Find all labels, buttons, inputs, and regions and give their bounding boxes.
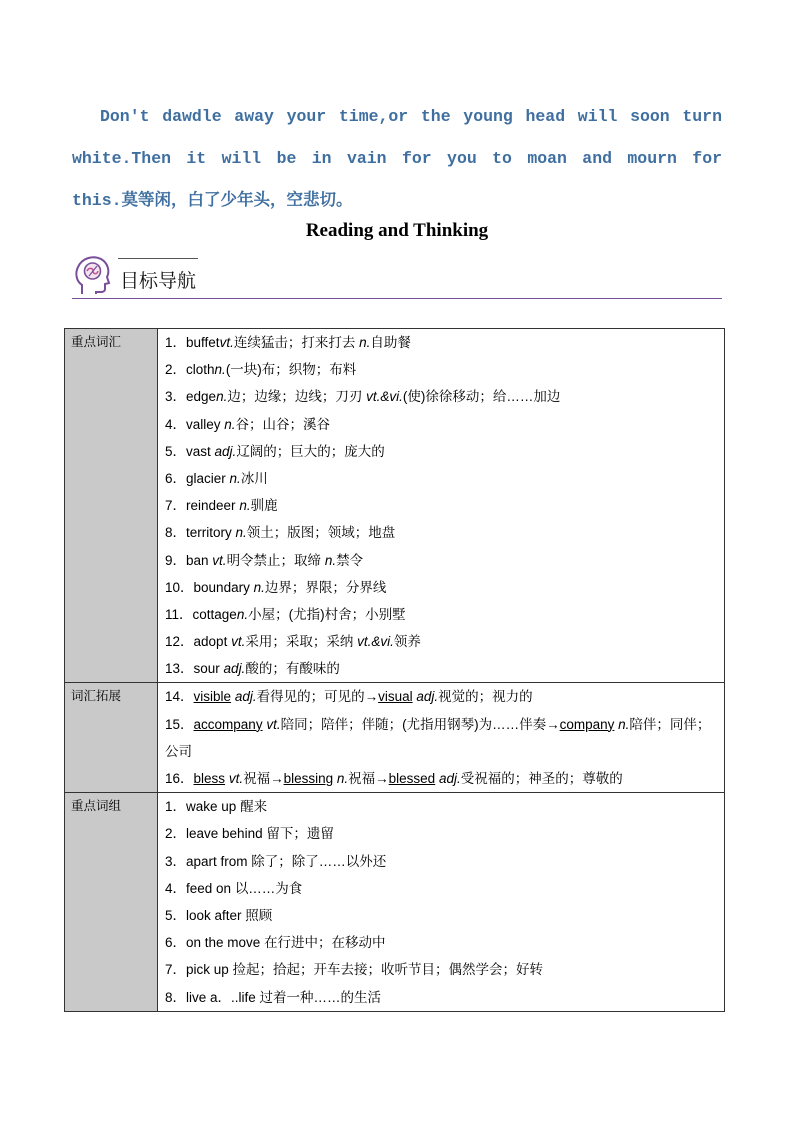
part-of-speech: n. bbox=[324, 552, 337, 568]
item-text: 视觉的；视力的 bbox=[438, 689, 533, 705]
item-text: blessed bbox=[388, 771, 436, 787]
section-banner bbox=[72, 252, 722, 299]
category-cell: 重点词组 bbox=[65, 793, 158, 1012]
quote-line: white.Then it will be in vain for you to moan and mourn for bbox=[72, 149, 722, 168]
part-of-speech: n. bbox=[235, 525, 247, 541]
item-text: 13． bbox=[165, 661, 194, 677]
item-text: 采用；采取；采纳 bbox=[245, 634, 358, 650]
page-title: Reading and Thinking bbox=[305, 220, 489, 241]
item-text: look after bbox=[186, 907, 242, 923]
item-text: 11． bbox=[165, 606, 193, 622]
list-item bbox=[165, 628, 720, 655]
item-text: 10． bbox=[165, 579, 194, 595]
item-text: visual bbox=[378, 689, 413, 705]
list-item bbox=[165, 711, 720, 765]
list-item bbox=[165, 655, 720, 682]
item-text: 以……为食 bbox=[234, 880, 303, 896]
item-text: 6． bbox=[165, 935, 187, 951]
item-text: 2． bbox=[165, 826, 187, 842]
item-text: 酸的；有酸味的 bbox=[245, 661, 340, 677]
list-item bbox=[165, 875, 720, 902]
list-item bbox=[165, 547, 720, 574]
part-of-speech: n. bbox=[253, 579, 265, 595]
item-text: 明令禁止；取缔 bbox=[226, 552, 325, 568]
part-of-speech: n. bbox=[214, 362, 226, 378]
item-text: company bbox=[559, 716, 615, 732]
table-row bbox=[65, 793, 725, 1012]
part-of-speech: vt. bbox=[228, 771, 244, 787]
list-item bbox=[165, 793, 720, 820]
table-row bbox=[65, 329, 725, 683]
part-of-speech: adj. bbox=[438, 771, 461, 787]
items-cell bbox=[158, 683, 725, 793]
list-item bbox=[165, 329, 720, 356]
item-text: 照顾 bbox=[241, 907, 273, 923]
list-item bbox=[165, 956, 720, 983]
part-of-speech: vt. bbox=[212, 552, 227, 568]
item-text: 1． bbox=[165, 799, 187, 815]
item-text: 5． bbox=[165, 443, 187, 459]
part-of-speech: adj. bbox=[234, 689, 257, 705]
part-of-speech: n. bbox=[229, 470, 241, 486]
part-of-speech: n. bbox=[618, 716, 630, 732]
item-text: blessing bbox=[283, 771, 334, 787]
banner-rule bbox=[118, 258, 198, 259]
item-text: 7． bbox=[165, 962, 187, 978]
part-of-speech: n. bbox=[236, 606, 249, 622]
item-text: 在行进中；在移动中 bbox=[264, 935, 386, 951]
part-of-speech: adj. bbox=[416, 689, 439, 705]
item-text: 醒来 bbox=[236, 799, 268, 815]
part-of-speech: vt. bbox=[266, 716, 281, 732]
category-cell: 重点词汇 bbox=[65, 329, 158, 683]
part-of-speech: n. bbox=[359, 335, 371, 350]
list-item bbox=[165, 383, 720, 410]
item-text: pick up bbox=[186, 962, 233, 978]
vocabulary-table bbox=[64, 328, 725, 1012]
item-text: glacier bbox=[186, 470, 230, 486]
item-text: 2． bbox=[165, 362, 187, 378]
quote-block bbox=[72, 96, 722, 222]
list-item bbox=[165, 902, 720, 929]
item-text: 谷；山谷；溪谷 bbox=[235, 416, 331, 432]
item-text: (一块)布；织物；布料 bbox=[225, 362, 357, 378]
item-text: 4． bbox=[165, 416, 187, 432]
item-text: 除了；除了……以外还 bbox=[251, 853, 387, 869]
list-item bbox=[165, 356, 720, 383]
list-item bbox=[165, 683, 720, 710]
part-of-speech: adj. bbox=[214, 443, 237, 459]
item-text: 陪同；陪伴；伴随；(尤指用钢琴)为……伴奏→ bbox=[280, 716, 560, 732]
item-text: 8． bbox=[165, 989, 187, 1005]
item-text: cloth bbox=[186, 362, 215, 378]
item-text: boundary bbox=[193, 579, 254, 595]
part-of-speech: vt. bbox=[219, 335, 234, 350]
list-item bbox=[165, 519, 720, 546]
item-text: 3． bbox=[165, 853, 187, 869]
part-of-speech: n. bbox=[239, 498, 251, 514]
item-text: 禁令 bbox=[336, 552, 364, 568]
list-item bbox=[165, 929, 720, 956]
item-text: accompany bbox=[193, 716, 263, 732]
item-text: 6． bbox=[165, 470, 187, 486]
item-text: (使)徐徐移动；给……加边 bbox=[402, 389, 561, 405]
item-text: reindeer bbox=[186, 498, 240, 514]
item-text: wake up bbox=[186, 799, 237, 815]
item-text: 9． bbox=[165, 552, 187, 568]
item-text: 小屋；(尤指)村舍；小别墅 bbox=[248, 606, 406, 622]
item-text: 14． bbox=[165, 689, 194, 705]
item-text: vast bbox=[186, 443, 215, 459]
category-cell: 词汇拓展 bbox=[65, 683, 158, 793]
brain-head-icon bbox=[74, 254, 112, 296]
item-text: adopt bbox=[193, 634, 232, 650]
list-item bbox=[165, 574, 720, 601]
item-text: 领养 bbox=[393, 634, 421, 650]
item-text: ban bbox=[186, 552, 213, 568]
item-text: 辽阔的；巨大的；庞大的 bbox=[236, 443, 385, 459]
item-text: cottage bbox=[192, 606, 237, 622]
item-text: 1． bbox=[165, 335, 187, 350]
item-text: 5． bbox=[165, 907, 187, 923]
item-text: feed on bbox=[186, 880, 235, 896]
item-text: 祝福→ bbox=[243, 771, 284, 787]
list-item bbox=[165, 848, 720, 875]
part-of-speech: adj. bbox=[223, 661, 246, 677]
item-text: visible bbox=[193, 689, 232, 705]
part-of-speech: vt.&vi. bbox=[357, 634, 394, 650]
item-text: 15． bbox=[165, 716, 194, 732]
item-text: buffet bbox=[186, 335, 220, 350]
list-item bbox=[165, 601, 720, 628]
item-text: live a．..life bbox=[186, 989, 260, 1005]
item-text: 捡起；拾起；开车去接；收听节目；偶然学会；好转 bbox=[232, 962, 544, 978]
list-item bbox=[165, 984, 720, 1011]
part-of-speech: n. bbox=[336, 771, 349, 787]
list-item bbox=[165, 411, 720, 438]
item-text: 自助餐 bbox=[370, 335, 411, 350]
item-text: 边；边缘；边线；刀刃 bbox=[227, 389, 367, 405]
item-text: apart from bbox=[186, 853, 252, 869]
item-text: territory bbox=[186, 525, 236, 541]
part-of-speech: n. bbox=[216, 389, 228, 405]
item-text: 8． bbox=[165, 525, 187, 541]
item-text: 12． bbox=[165, 634, 194, 650]
item-text: 过着一种……的生活 bbox=[259, 989, 382, 1005]
part-of-speech: vt.&vi. bbox=[366, 389, 403, 405]
item-text: leave behind bbox=[186, 826, 267, 842]
item-text: 7． bbox=[165, 498, 187, 514]
item-text: 领土；版图；领域；地盘 bbox=[246, 525, 396, 541]
item-text: 留下；遗留 bbox=[266, 826, 334, 842]
item-text: bless bbox=[193, 771, 226, 787]
item-text: 连续猛击；打来打去 bbox=[233, 335, 360, 350]
list-item bbox=[165, 765, 720, 792]
item-text: 16． bbox=[165, 771, 194, 787]
item-text: sour bbox=[193, 661, 224, 677]
item-text: on the move bbox=[186, 935, 265, 951]
table-row bbox=[65, 683, 725, 793]
quote-line: this.莫等闲，白了少年头，空悲切。 bbox=[72, 191, 353, 210]
item-text: 冰川 bbox=[240, 470, 268, 486]
item-text: 受祝福的；神圣的；尊敬的 bbox=[460, 771, 623, 787]
items-cell bbox=[158, 793, 725, 1012]
section-heading: 目标导航 bbox=[120, 270, 197, 292]
item-text: 祝福→ bbox=[348, 771, 389, 787]
list-item bbox=[165, 820, 720, 847]
item-text: 驯鹿 bbox=[250, 498, 278, 514]
part-of-speech: n. bbox=[224, 416, 236, 432]
item-text: 4． bbox=[165, 880, 187, 896]
item-text: 3． bbox=[165, 389, 187, 405]
item-text: 陪伴；同伴；公司 bbox=[165, 716, 711, 759]
part-of-speech: vt. bbox=[231, 634, 246, 650]
list-item bbox=[165, 465, 720, 492]
item-text: 边界；界限；分界线 bbox=[264, 579, 387, 595]
items-cell bbox=[158, 329, 725, 683]
list-item bbox=[165, 492, 720, 519]
item-text: valley bbox=[186, 416, 225, 432]
item-text: 看得见的；可见的→ bbox=[256, 689, 379, 705]
list-item bbox=[165, 438, 720, 465]
quote-line: Don′t dawdle away your time,or the young head will soon turn bbox=[100, 107, 722, 126]
item-text: edge bbox=[186, 389, 217, 405]
